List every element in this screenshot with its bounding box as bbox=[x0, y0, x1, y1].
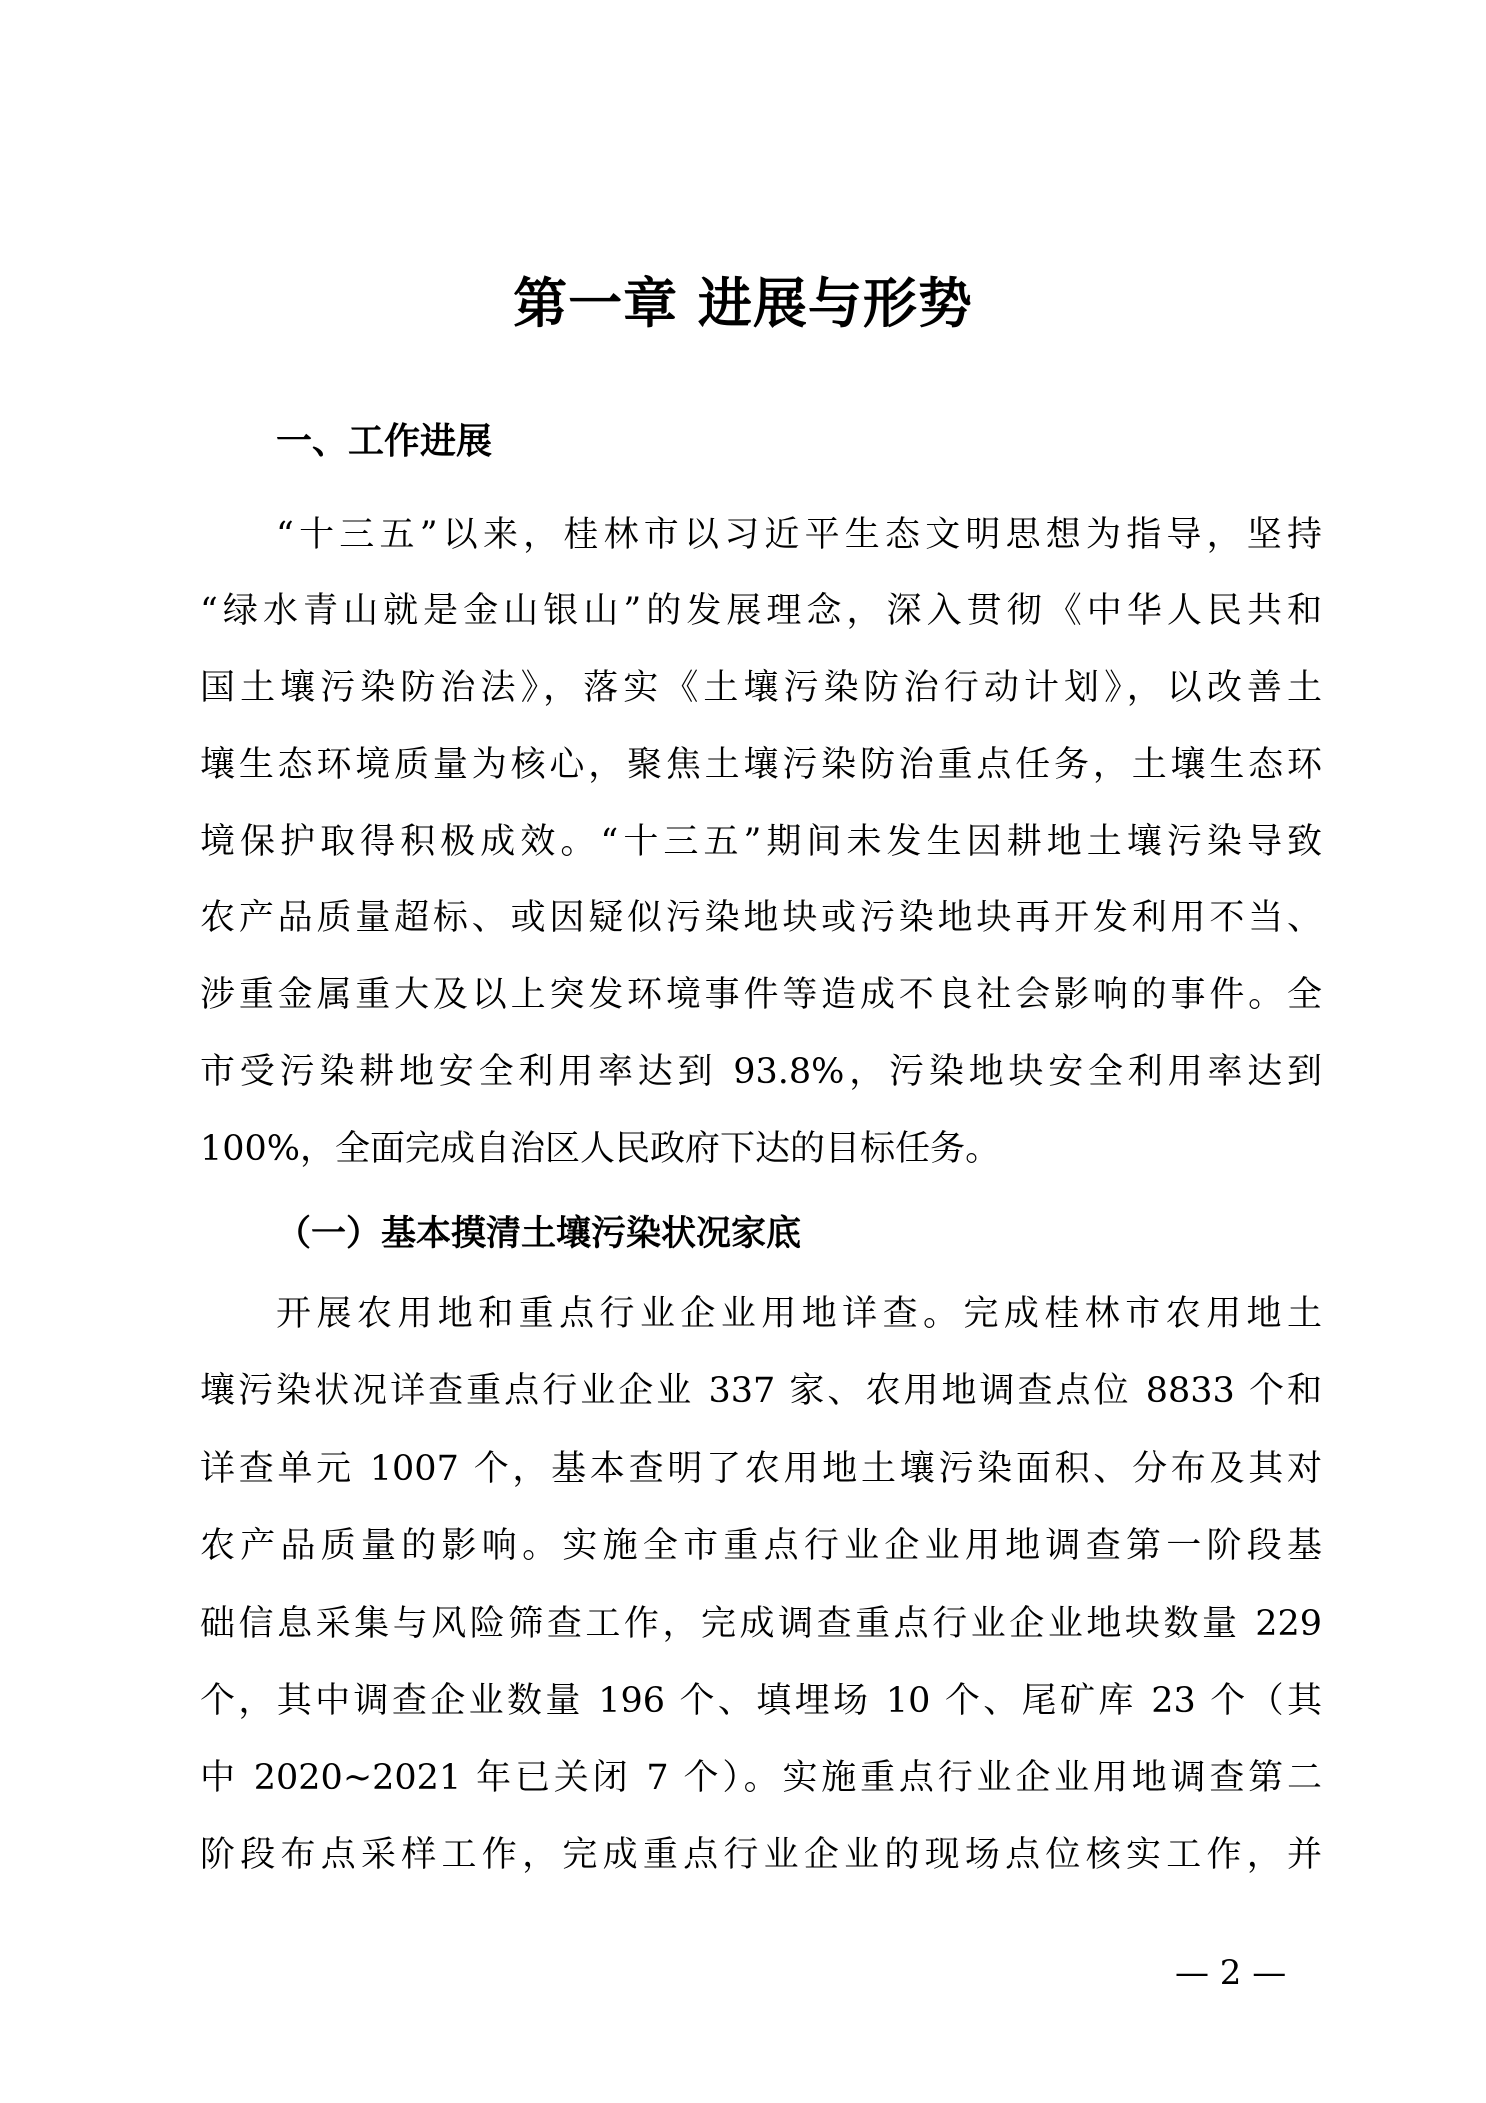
paragraph-line: 100%，全面完成自治区人民政府下达的目标任务。 bbox=[200, 1129, 1001, 1169]
paragraph-line: 国土壤污染防治法》，落实《土壤污染防治行动计划》，以改善土 bbox=[200, 668, 1322, 708]
paragraph-line: 农产品质量的影响。实施全市重点行业企业用地调查第一阶段基 bbox=[200, 1526, 1322, 1566]
paragraph-line: “绿水青山就是金山银山”的发展理念，深入贯彻《中华人民共和 bbox=[200, 591, 1322, 631]
paragraph-line: 阶段布点采样工作，完成重点行业企业的现场点位核实工作，并 bbox=[200, 1835, 1322, 1875]
paragraph-line: 涉重金属重大及以上突发环境事件等造成不良社会影响的事件。全 bbox=[200, 975, 1322, 1015]
paragraph-line: 个，其中调查企业数量 196 个、填埋场 10 个、尾矿库 23 个（其 bbox=[200, 1681, 1322, 1721]
paragraph-line: 壤生态环境质量为核心，聚焦土壤污染防治重点任务，土壤生态环 bbox=[200, 745, 1322, 785]
paragraph-line: 中 2020~2021 年已关闭 7 个）。实施重点行业企业用地调查第二 bbox=[200, 1758, 1322, 1798]
paragraph-line: 农产品质量超标、或因疑似污染地块或污染地块再开发利用不当、 bbox=[200, 898, 1322, 938]
paragraph-line: 开展农用地和重点行业企业用地详查。完成桂林市农用地土 bbox=[276, 1294, 1322, 1334]
paragraph-line: 市受污染耕地安全利用率达到 93.8%，污染地块安全利用率达到 bbox=[200, 1052, 1322, 1092]
sub-heading: （一）基本摸清土壤污染状况家底 bbox=[276, 1213, 802, 1254]
chapter-title: 第一章 进展与形势 bbox=[513, 271, 973, 335]
paragraph-line: 境保护取得积极成效。“十三五”期间未发生因耕地土壤污染导致 bbox=[200, 822, 1322, 862]
section-heading: 一、工作进展 bbox=[276, 420, 493, 462]
page-number: — 2 — bbox=[1175, 1953, 1287, 1993]
paragraph-line: 详查单元 1007 个，基本查明了农用地土壤污染面积、分布及其对 bbox=[200, 1449, 1322, 1489]
paragraph-line: 础信息采集与风险筛查工作，完成调查重点行业企业地块数量 229 bbox=[200, 1604, 1322, 1644]
paragraph-line: “十三五”以来，桂林市以习近平生态文明思想为指导，坚持 bbox=[276, 515, 1322, 555]
paragraph-line: 壤污染状况详查重点行业企业 337 家、农用地调查点位 8833 个和 bbox=[200, 1371, 1322, 1411]
